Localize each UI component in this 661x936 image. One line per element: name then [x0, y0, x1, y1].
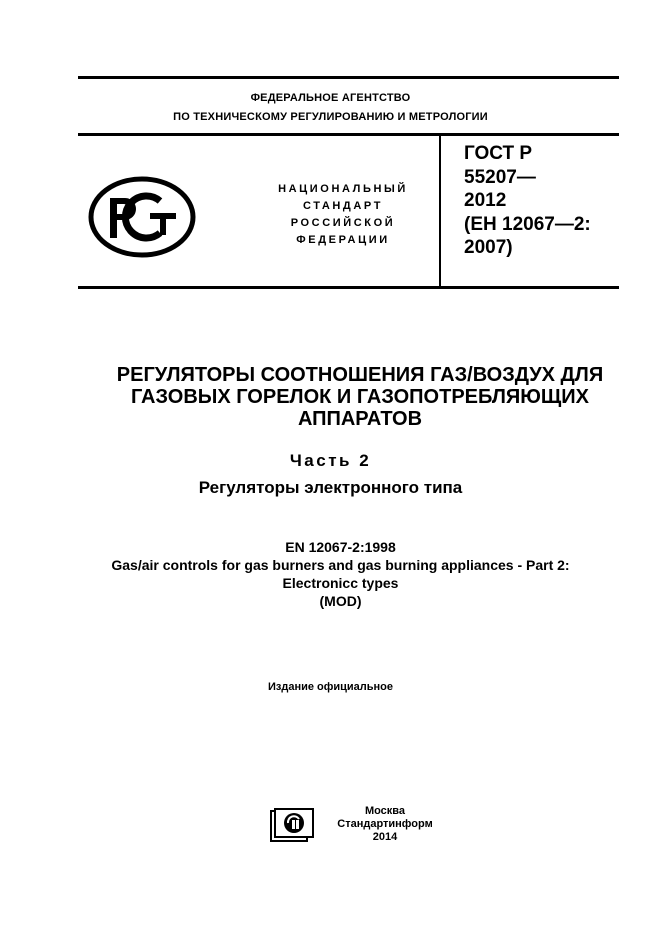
- title-line-2: ГАЗОВЫХ ГОРЕЛОК И ГАЗОПОТРЕБЛЯЮЩИХ: [130, 386, 590, 408]
- publisher-year: 2014: [372, 831, 398, 843]
- agency-line-2: ПО ТЕХНИЧЕСКОМУ РЕГУЛИРОВАНИЮ И МЕТРОЛОГИИ: [173, 111, 488, 123]
- standard-type: [248, 181, 438, 249]
- standartinform-logo-icon: [270, 808, 314, 842]
- publisher-name: Стандартинформ: [337, 818, 433, 830]
- standard-type-line-4: ФЕДЕРАЦИИ: [296, 234, 390, 246]
- designation-line-2: 55207—: [464, 166, 536, 188]
- en-code: EN 12067-2:1998: [285, 539, 396, 555]
- designation-line-3: 2012: [464, 190, 507, 211]
- en-title-line-2: Electronicc types: [282, 575, 399, 591]
- publisher-logo: [270, 808, 314, 847]
- en-title-line-1: Gas/air controls for gas burners and gas burning appliances - Part 2:: [111, 557, 570, 573]
- gost-logo: [88, 176, 196, 263]
- standard-type-line-2: СТАНДАРТ: [302, 200, 384, 212]
- title-line-3: АППАРАТОВ: [297, 408, 423, 430]
- header-rule: [78, 133, 619, 136]
- title-line-1: РЕГУЛЯТОРЫ СООТНОШЕНИЯ ГАЗ/ВОЗДУХ ДЛЯ: [116, 364, 604, 386]
- en-title-line-3: (MOD): [319, 593, 362, 609]
- part-subtitle: Регуляторы электронного типа: [198, 478, 463, 497]
- standard-type-line-1: НАЦИОНАЛЬНЫЙ: [278, 183, 408, 195]
- edition-note: Издание официальное: [267, 681, 394, 693]
- agency-line-1: ФЕДЕРАЛЬНОЕ АГЕНТСТВО: [250, 92, 411, 104]
- publisher-city: Москва: [364, 805, 406, 817]
- vertical-separator: [439, 134, 441, 288]
- designation-line-1: ГОСТ Р: [464, 143, 533, 164]
- top-rule: [78, 76, 619, 79]
- section-rule: [78, 286, 619, 289]
- standard-type-line-3: РОССИЙСКОЙ: [290, 217, 396, 229]
- standard-designation: [464, 142, 634, 260]
- part-label: Часть 2: [289, 451, 372, 470]
- publisher-info: [325, 805, 445, 844]
- gost-r-logo-icon: [88, 176, 196, 258]
- designation-line-5: 2007): [464, 237, 513, 258]
- european-standard: [60, 538, 621, 610]
- designation-line-4: (ЕН 12067—2:: [464, 213, 591, 235]
- document-title: [100, 364, 620, 430]
